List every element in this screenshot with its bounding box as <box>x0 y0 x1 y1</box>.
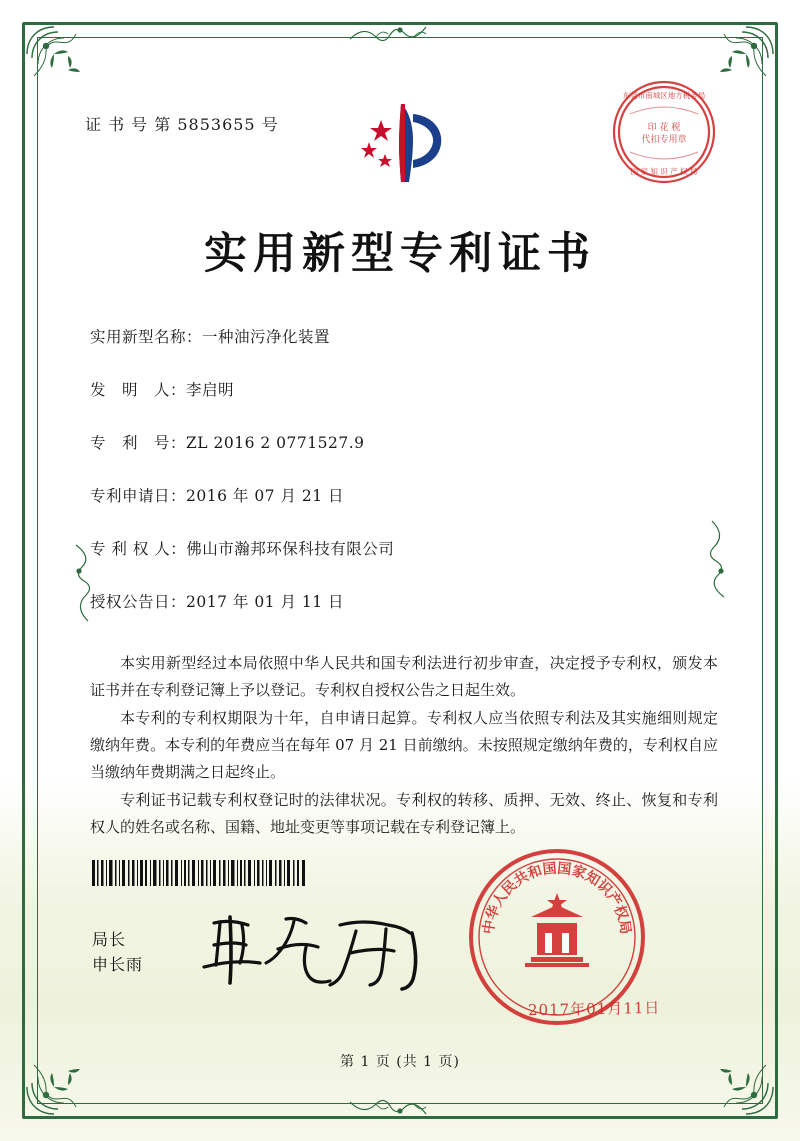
tax-stamp-icon <box>610 78 718 186</box>
field-list <box>90 325 720 643</box>
field-value: 一种油污净化装置 <box>202 328 331 346</box>
legal-text <box>90 650 718 843</box>
field-grant-announcement-date <box>90 590 720 612</box>
field-application-date <box>90 484 720 506</box>
field-utility-model-name <box>90 325 720 347</box>
page-title: 实用新型专利证书 <box>204 229 596 279</box>
field-inventor <box>90 378 720 400</box>
field-patent-number <box>90 431 720 453</box>
handwritten-signature-icon <box>190 905 460 995</box>
field-label: 专利申请日： <box>90 487 187 505</box>
field-label: 授权公告日： <box>90 593 187 611</box>
field-patentee <box>90 537 720 559</box>
svg-text:印 花 税: 印 花 税 <box>647 123 681 133</box>
field-label: 专 利 权 人： <box>90 540 187 558</box>
svg-text:代扣专用章: 代扣专用章 <box>641 135 687 145</box>
border-flourish-icon <box>340 1098 460 1120</box>
legal-paragraph: 本实用新型经过本局依照中华人民共和国专利法进行初步审查，决定授予专利权，颁发本证书并在专利登记簿上予以登记。专利权自授权公告之日起生效。 <box>90 654 718 699</box>
barcode <box>92 860 307 886</box>
field-label: 实用新型名称： <box>90 328 203 346</box>
field-value: ZL 2016 2 0771527.9 <box>186 434 365 452</box>
field-label: 发 明 人： <box>90 381 187 399</box>
field-value: 2016 年 07 月 21 日 <box>186 487 345 505</box>
seal-date: 2017年01月11日 <box>527 998 661 1020</box>
certificate-number: 证 书 号 第 5853655 号 <box>85 115 279 134</box>
field-label: 专 利 号： <box>90 434 187 452</box>
page-footer: 第 1 页 (共 1 页) <box>340 1054 460 1070</box>
director-label: 局长 <box>92 930 127 949</box>
field-value: 佛山市瀚邦环保科技有限公司 <box>186 540 395 558</box>
svg-text:东莞市南城区地方税务局: 东莞市南城区地方税务局 <box>622 91 706 100</box>
director-name: 申长雨 <box>92 954 144 974</box>
legal-paragraph: 本专利的专利权期限为十年，自申请日起算。专利权人应当依照专利法及其实施细则规定缴纳年费。本专利的年费应当在每年 07 月 21 日前缴纳。未按照规定缴纳年费的，专利权自应当缴纳年费期满之日起终止。 <box>90 709 718 781</box>
signature-block <box>92 928 143 978</box>
field-value: 李启明 <box>186 381 235 399</box>
legal-paragraph: 专利证书记载专利权登记时的法律状况。专利权的转移、质押、无效、终止、恢复和专利权人的姓名或名称、国籍、地址变更等事项记载在专利登记簿上。 <box>90 791 718 837</box>
svg-text:中华人民共和国国家知识产权局: 中华人民共和国国家知识产权局 <box>480 860 634 936</box>
cnipa-logo-icon <box>335 98 465 188</box>
svg-text:国 家 知 识 产 权 局: 国 家 知 识 产 权 局 <box>630 167 698 176</box>
border-flourish-icon <box>340 21 460 43</box>
certificate-content <box>60 60 740 1081</box>
field-value: 2017 年 01 月 11 日 <box>186 593 345 611</box>
